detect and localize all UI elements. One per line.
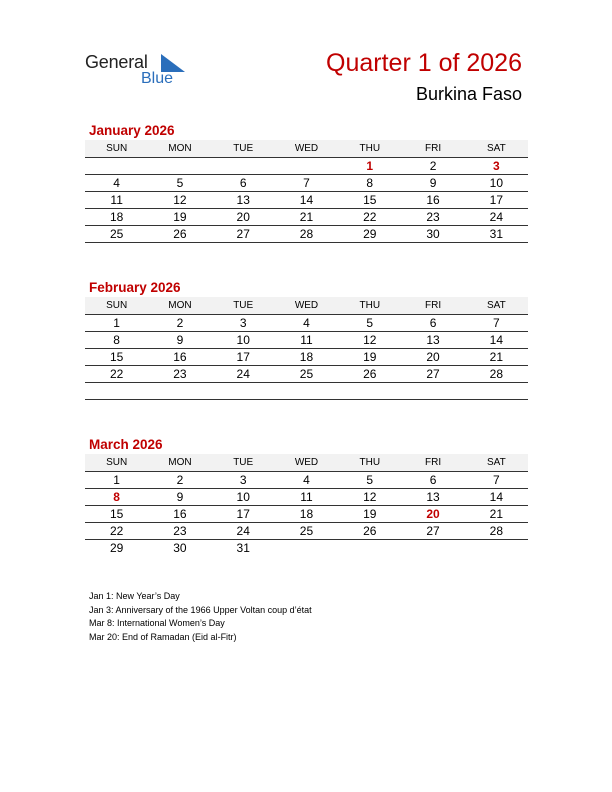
day-cell: 2 [176,473,184,487]
day-cell: 7 [492,316,500,330]
month-february [85,279,528,400]
month-march [85,436,528,557]
day-cell: 9 [176,490,184,504]
day-cell: 17 [236,350,250,364]
month-title: February 2026 [89,280,181,295]
day-cell: 2 [429,159,437,173]
day-cell: 25 [109,227,124,241]
day-cell: 4 [303,316,310,330]
logo-blue-text: Blue [141,70,174,87]
day-cell: 10 [236,333,250,347]
day-cell: 17 [236,507,250,521]
day-cell [85,383,148,399]
weekday-label: TUE [233,457,254,468]
day-cell: 14 [299,193,314,207]
weekday-header [85,297,528,315]
day-cell: 9 [429,176,437,190]
day-cell: 26 [363,367,377,381]
week-row [85,523,528,540]
day-cell: 14 [489,333,503,347]
day-cell: 24 [489,210,503,224]
weekday-label: SUN [106,300,128,311]
day-cell [465,383,528,399]
day-cell: 16 [426,193,440,207]
month-january [85,122,528,243]
week-row [85,226,528,243]
day-cell: 6 [429,473,437,487]
day-cell: 30 [173,541,187,555]
week-row [85,506,528,523]
weekday-label: THU [359,300,381,311]
day-cell [148,383,211,399]
day-cell: 15 [109,350,124,364]
day-cell: 13 [236,193,250,207]
day-cell: 8 [366,176,374,190]
day-cell: 21 [299,210,314,224]
day-cell: 12 [173,193,187,207]
day-cell: 14 [489,490,503,504]
week-row [85,175,528,192]
day-cell: 23 [173,524,187,538]
day-cell: 11 [300,333,313,347]
day-cell: 10 [489,176,503,190]
week-row [85,540,528,557]
day-cell: 4 [303,473,310,487]
day-cell [338,383,401,399]
day-cell: 7 [303,176,310,190]
weekday-label: MON [168,300,192,311]
logo-general-text: General [85,52,148,72]
weekday-label: MON [168,457,192,468]
holiday-day-cell: 3 [492,159,500,173]
holiday-note: Jan 3: Anniversary of the 1966 Upper Voltan coup d’état [89,604,312,615]
holiday-day-cell: 8 [113,490,120,504]
holiday-note: Jan 1: New Year’s Day [89,591,180,601]
day-cell: 13 [426,490,440,504]
day-cell: 3 [239,316,247,330]
week-row [85,209,528,226]
day-cell: 20 [426,350,440,364]
month-title: March 2026 [89,437,163,452]
day-cell: 22 [109,367,124,381]
day-cell: 28 [489,367,503,381]
day-cell: 22 [109,524,124,538]
week-row [85,489,528,506]
day-cell [212,383,275,399]
weekday-label: SUN [106,143,128,154]
week-row [85,158,528,175]
day-cell [275,158,338,174]
day-cell: 11 [300,490,313,504]
day-cell: 1 [113,473,120,487]
day-cell: 12 [363,333,377,347]
day-cell: 21 [489,507,503,521]
week-row [85,349,528,366]
day-cell: 27 [236,227,250,241]
holiday-day-cell: 20 [426,507,440,521]
weekday-label: TUE [233,143,254,154]
day-cell: 1 [113,316,120,330]
day-cell: 18 [109,210,124,224]
day-cell [401,383,464,399]
weekday-label: TUE [233,300,254,311]
weekday-label: SAT [486,143,506,154]
day-cell [338,540,401,557]
day-cell: 29 [109,541,124,555]
day-cell: 4 [113,176,120,190]
day-cell: 10 [236,490,250,504]
day-cell: 27 [426,367,440,381]
week-row [85,472,528,489]
day-cell: 28 [489,524,503,538]
weekday-label: THU [359,457,381,468]
day-cell: 11 [110,193,123,207]
day-cell: 31 [489,227,503,241]
day-cell: 20 [236,210,250,224]
day-cell [401,540,464,557]
day-cell: 15 [109,507,124,521]
day-cell: 7 [492,473,500,487]
week-row [85,192,528,209]
week-row [85,332,528,349]
day-cell: 19 [363,350,377,364]
day-cell: 26 [363,524,377,538]
day-cell: 25 [299,367,314,381]
page-title: Quarter 1 of 2026 [326,49,522,77]
week-row [85,366,528,383]
holiday-day-cell: 1 [366,159,374,173]
weekday-label: FRI [424,300,442,311]
weekday-label: FRI [424,457,442,468]
day-cell: 25 [299,524,314,538]
day-cell: 6 [429,316,437,330]
country-name: Burkina Faso [415,84,522,104]
holiday-note: Mar 20: End of Ramadan (Eid al-Fitr) [89,631,237,642]
day-cell [85,158,148,174]
day-cell: 24 [236,367,250,381]
day-cell: 22 [363,210,377,224]
weekday-label: FRI [424,143,442,154]
day-cell: 12 [363,490,377,504]
weekday-label: SAT [486,300,506,311]
day-cell: 6 [239,176,247,190]
day-cell [212,158,275,174]
month-title: January 2026 [89,123,175,138]
weekday-label: THU [359,143,381,154]
day-cell: 24 [236,524,250,538]
week-row [85,315,528,332]
weekday-header [85,140,528,158]
day-cell: 18 [299,350,314,364]
holiday-note: Mar 8: International Women’s Day [89,618,225,628]
day-cell [275,540,338,557]
day-cell: 29 [363,227,377,241]
day-cell: 5 [366,473,374,487]
day-cell: 21 [489,350,503,364]
logo [85,50,185,90]
day-cell: 2 [176,316,184,330]
day-cell: 28 [299,227,314,241]
day-cell: 16 [173,507,187,521]
day-cell: 23 [426,210,440,224]
day-cell: 19 [173,210,187,224]
holiday-notes [89,590,312,644]
day-cell: 9 [176,333,184,347]
weekday-header [85,454,528,472]
day-cell: 15 [363,193,377,207]
day-cell: 5 [176,176,184,190]
day-cell: 23 [173,367,187,381]
day-cell: 5 [366,316,374,330]
day-cell [275,383,338,399]
day-cell: 19 [363,507,377,521]
week-row [85,383,528,400]
day-cell: 26 [173,227,187,241]
weekday-label: SUN [106,457,128,468]
weekday-label: SAT [486,457,506,468]
day-cell: 8 [113,333,120,347]
weekday-label: WED [294,457,319,468]
weekday-label: WED [294,300,319,311]
day-cell: 13 [426,333,440,347]
day-cell: 31 [236,541,250,555]
day-cell [148,158,211,174]
day-cell [465,540,528,557]
day-cell: 3 [239,473,247,487]
day-cell: 27 [426,524,440,538]
day-cell: 17 [489,193,503,207]
day-cell: 18 [299,507,314,521]
weekday-label: MON [168,143,192,154]
day-cell: 16 [173,350,187,364]
weekday-label: WED [294,143,319,154]
day-cell: 30 [426,227,440,241]
